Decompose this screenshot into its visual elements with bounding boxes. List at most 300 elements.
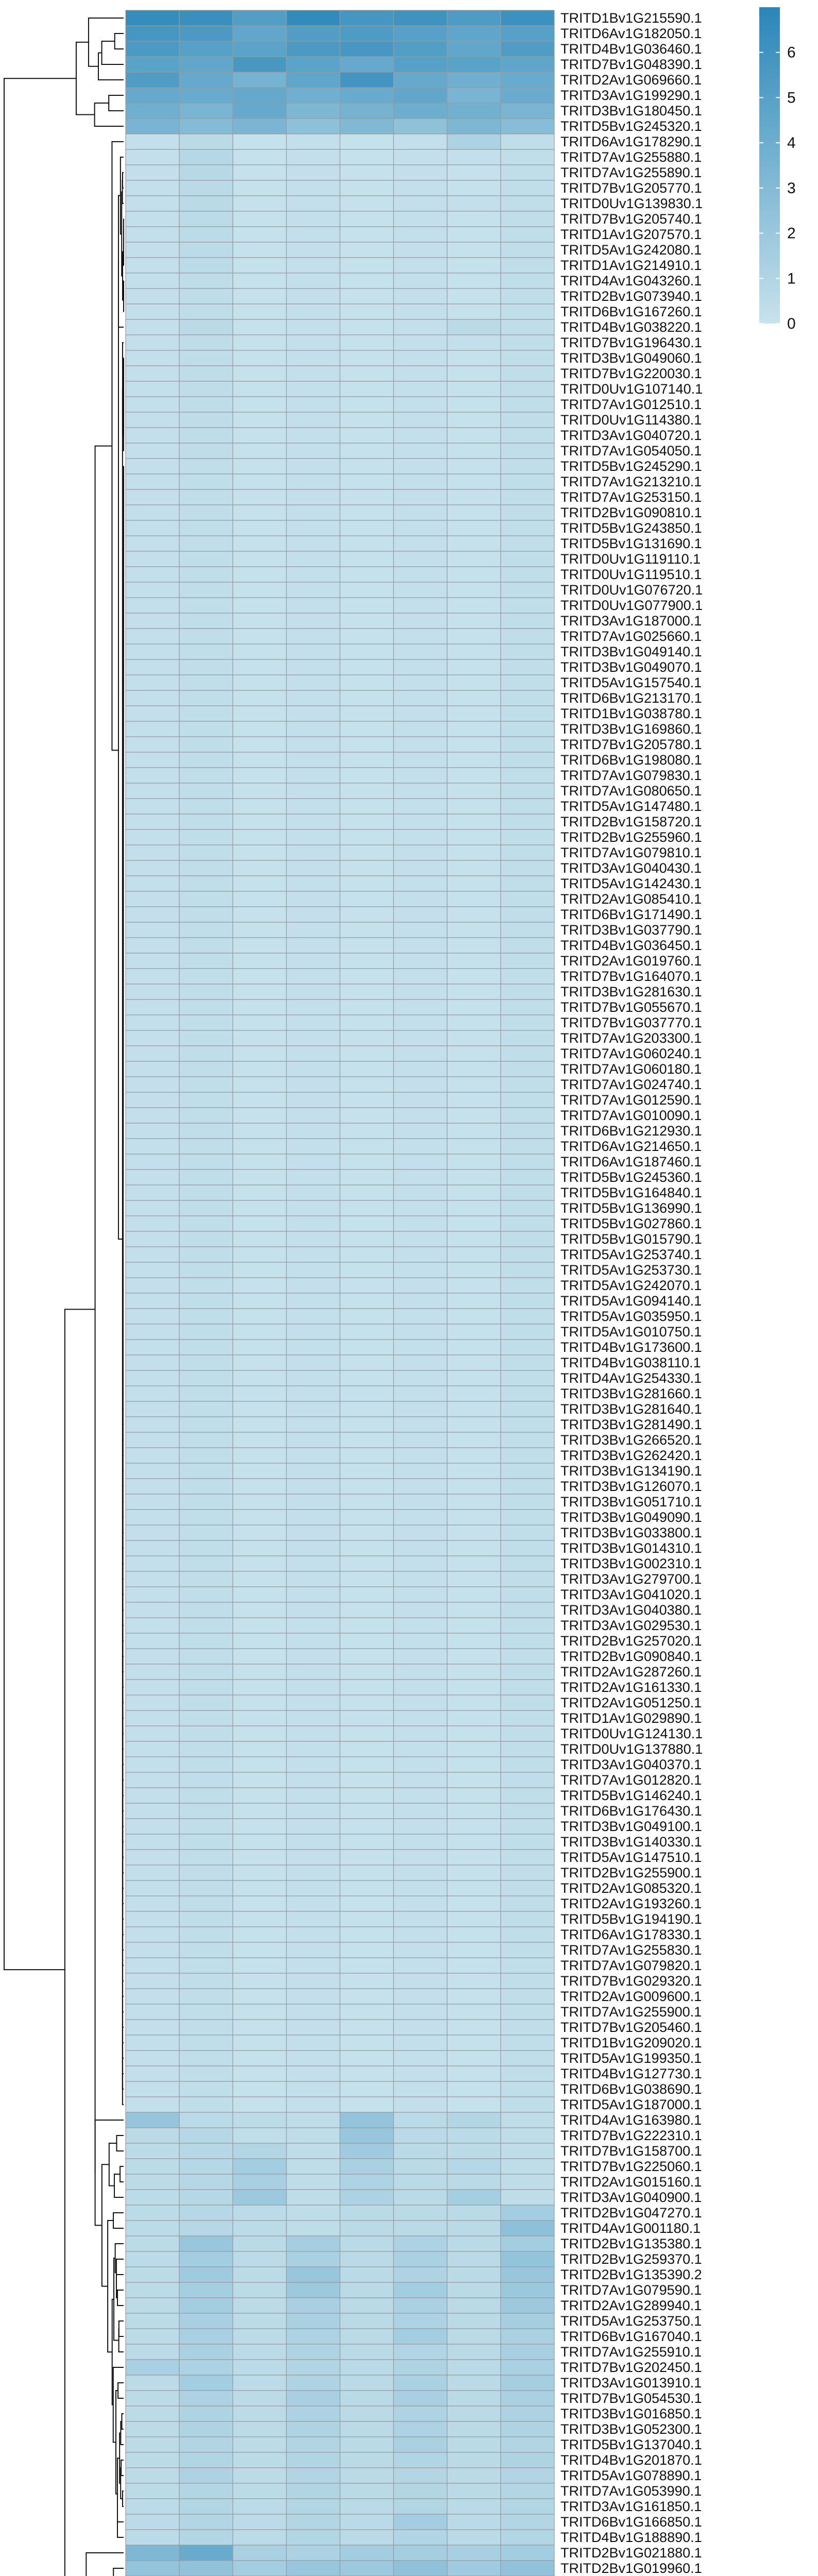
legend-tick-label: 4 bbox=[787, 134, 796, 152]
heatmap-cell bbox=[340, 1293, 394, 1309]
heatmap-cell bbox=[447, 1247, 501, 1262]
heatmap-cell bbox=[394, 1479, 447, 1494]
heatmap-cell bbox=[126, 1370, 179, 1386]
heatmap-cell bbox=[394, 1880, 447, 1896]
heatmap-cell bbox=[394, 629, 447, 644]
heatmap-cell bbox=[286, 1309, 340, 1324]
dendrogram-branch bbox=[116, 2136, 124, 2151]
heatmap-cell bbox=[233, 536, 286, 551]
heatmap-cell bbox=[501, 1077, 554, 1092]
heatmap-cell bbox=[340, 2313, 394, 2329]
row-label: TRITD7Bv1G205460.1 bbox=[560, 2020, 702, 2035]
heatmap-cell bbox=[233, 644, 286, 659]
row-label: TRITD6Bv1G167260.1 bbox=[560, 304, 702, 319]
dendrogram-branch bbox=[121, 2460, 124, 2476]
heatmap-cell bbox=[126, 1463, 179, 1479]
heatmap-cell bbox=[501, 1834, 554, 1850]
heatmap-cell bbox=[179, 1649, 233, 1664]
heatmap-cell bbox=[286, 551, 340, 567]
heatmap-cell bbox=[126, 1757, 179, 1772]
heatmap-cell bbox=[233, 613, 286, 629]
heatmap-cell bbox=[286, 999, 340, 1015]
heatmap-cell bbox=[447, 1772, 501, 1788]
heatmap-cell bbox=[126, 1386, 179, 1401]
heatmap-cell bbox=[501, 1108, 554, 1123]
row-label: TRITD7Bv1G220030.1 bbox=[560, 366, 702, 381]
heatmap-cell bbox=[233, 319, 286, 335]
row-label: TRITD5Av1G142430.1 bbox=[560, 876, 702, 891]
heatmap-cell bbox=[340, 2236, 394, 2251]
heatmap-cell bbox=[394, 2128, 447, 2143]
heatmap-cell bbox=[501, 149, 554, 165]
heatmap-cell bbox=[179, 2066, 233, 2081]
heatmap-cell bbox=[233, 1154, 286, 1170]
heatmap-cell bbox=[394, 381, 447, 397]
heatmap-cell bbox=[394, 1293, 447, 1309]
heatmap-cell bbox=[233, 953, 286, 969]
heatmap-cell bbox=[179, 1046, 233, 1061]
heatmap-cell bbox=[179, 1324, 233, 1340]
heatmap-cell bbox=[126, 1664, 179, 1680]
heatmap-cell bbox=[179, 953, 233, 969]
heatmap-cell bbox=[501, 1695, 554, 1710]
heatmap-cells bbox=[126, 10, 554, 2576]
heatmap-cell bbox=[286, 489, 340, 505]
heatmap-cell bbox=[447, 2437, 501, 2452]
heatmap-cell bbox=[286, 1479, 340, 1494]
heatmap-cell bbox=[286, 1803, 340, 1819]
heatmap-cell bbox=[501, 1911, 554, 1927]
heatmap-cell bbox=[233, 103, 286, 118]
heatmap-cell bbox=[394, 1618, 447, 1633]
row-label: TRITD7Bv1G196430.1 bbox=[560, 335, 702, 350]
heatmap-cell bbox=[233, 768, 286, 783]
heatmap-cell bbox=[179, 443, 233, 459]
heatmap-cell bbox=[340, 1850, 394, 1865]
heatmap-cell bbox=[501, 1448, 554, 1463]
heatmap-cell bbox=[394, 2097, 447, 2112]
row-label: TRITD7Av1G060240.1 bbox=[560, 1046, 702, 1061]
heatmap-cell bbox=[447, 1324, 501, 1340]
heatmap-cell bbox=[447, 1540, 501, 1556]
heatmap-cell bbox=[340, 304, 394, 319]
heatmap-cell bbox=[394, 1556, 447, 1571]
heatmap-cell bbox=[501, 629, 554, 644]
heatmap-cell bbox=[286, 1927, 340, 1942]
heatmap-cell bbox=[286, 1448, 340, 1463]
heatmap-cell bbox=[179, 2267, 233, 2282]
heatmap-cell bbox=[286, 1880, 340, 1896]
heatmap-cell bbox=[286, 2035, 340, 2050]
heatmap-cell bbox=[340, 2251, 394, 2267]
row-label: TRITD5Av1G253750.1 bbox=[560, 2313, 702, 2329]
heatmap-cell bbox=[394, 1324, 447, 1340]
row-label: TRITD4Av1G001180.1 bbox=[560, 2221, 701, 2236]
row-label: TRITD4Bv1G036460.1 bbox=[560, 41, 702, 57]
heatmap-cell bbox=[286, 2081, 340, 2097]
heatmap-cell bbox=[340, 1819, 394, 1834]
heatmap-cell bbox=[233, 2050, 286, 2066]
heatmap-cell bbox=[126, 10, 179, 26]
heatmap-cell bbox=[233, 2406, 286, 2421]
heatmap-cell bbox=[179, 629, 233, 644]
heatmap-cell bbox=[447, 953, 501, 969]
heatmap-cell bbox=[233, 1757, 286, 1772]
dendrogram-branch bbox=[114, 2174, 124, 2197]
heatmap-cell bbox=[126, 551, 179, 567]
heatmap-cell bbox=[501, 1649, 554, 1664]
heatmap-cell bbox=[394, 1726, 447, 1741]
heatmap-cell bbox=[501, 1788, 554, 1803]
heatmap-cell bbox=[501, 1525, 554, 1540]
heatmap-cell bbox=[501, 258, 554, 273]
heatmap-cell bbox=[286, 613, 340, 629]
heatmap-cell bbox=[501, 2267, 554, 2282]
heatmap-cell bbox=[394, 876, 447, 891]
heatmap-cell bbox=[394, 690, 447, 706]
heatmap-cell bbox=[286, 1571, 340, 1587]
heatmap-cell bbox=[394, 938, 447, 953]
heatmap-cell bbox=[447, 845, 501, 860]
heatmap-cell bbox=[179, 1015, 233, 1030]
heatmap-cell bbox=[394, 2221, 447, 2236]
heatmap-cell bbox=[447, 2375, 501, 2391]
heatmap-cell bbox=[394, 335, 447, 350]
heatmap-cell bbox=[394, 2375, 447, 2391]
row-label: TRITD3Bv1G049090.1 bbox=[560, 1510, 702, 1525]
heatmap-cell bbox=[501, 381, 554, 397]
heatmap-cell bbox=[126, 2190, 179, 2205]
heatmap-cell bbox=[286, 2561, 340, 2576]
heatmap-cell bbox=[394, 1417, 447, 1432]
heatmap-cell bbox=[447, 381, 501, 397]
heatmap-cell bbox=[179, 1896, 233, 1911]
heatmap-cell bbox=[447, 737, 501, 752]
heatmap-cell bbox=[179, 860, 233, 876]
heatmap-cell bbox=[340, 1355, 394, 1370]
heatmap-cell bbox=[447, 1030, 501, 1046]
heatmap-cell bbox=[233, 1834, 286, 1850]
heatmap-cell bbox=[286, 2360, 340, 2375]
heatmap-cell bbox=[501, 103, 554, 118]
heatmap-cell bbox=[126, 1278, 179, 1293]
heatmap-cell bbox=[126, 613, 179, 629]
heatmap-cell bbox=[179, 1571, 233, 1587]
heatmap-cell bbox=[501, 1510, 554, 1525]
heatmap-cell bbox=[447, 2360, 501, 2375]
heatmap-cell bbox=[340, 2221, 394, 2236]
heatmap-cell bbox=[394, 706, 447, 721]
heatmap-cell bbox=[340, 984, 394, 999]
heatmap-cell bbox=[286, 428, 340, 443]
heatmap-cell bbox=[501, 2236, 554, 2251]
row-label: TRITD5Av1G035950.1 bbox=[560, 1309, 702, 1324]
heatmap-cell bbox=[501, 26, 554, 41]
heatmap-cell bbox=[340, 706, 394, 721]
dendrogram-branch bbox=[120, 2166, 124, 2182]
heatmap-cell bbox=[126, 149, 179, 165]
heatmap-cell bbox=[233, 938, 286, 953]
heatmap-cell bbox=[286, 350, 340, 366]
heatmap-cell bbox=[233, 289, 286, 304]
heatmap-cell bbox=[179, 1262, 233, 1278]
heatmap-cell bbox=[501, 2066, 554, 2081]
heatmap-cell bbox=[340, 2282, 394, 2298]
heatmap-cell bbox=[286, 907, 340, 922]
heatmap-cell bbox=[447, 1077, 501, 1092]
row-label: TRITD2Bv1G255960.1 bbox=[560, 829, 702, 845]
heatmap-cell bbox=[233, 1772, 286, 1788]
heatmap-cell bbox=[126, 1077, 179, 1092]
heatmap-cell bbox=[340, 1633, 394, 1649]
dendrogram-branch bbox=[109, 2143, 117, 2186]
heatmap-cell bbox=[179, 1911, 233, 1927]
heatmap-cell bbox=[126, 1324, 179, 1340]
heatmap-cell bbox=[126, 737, 179, 752]
heatmap-cell bbox=[286, 2406, 340, 2421]
heatmap-cell bbox=[126, 2313, 179, 2329]
heatmap-cell bbox=[340, 721, 394, 737]
heatmap-cell bbox=[179, 1417, 233, 1432]
heatmap-cell bbox=[394, 242, 447, 258]
heatmap-cell bbox=[179, 520, 233, 536]
heatmap-cell bbox=[501, 242, 554, 258]
row-label: TRITD2Bv1G135390.2 bbox=[560, 2267, 702, 2282]
heatmap-cell bbox=[233, 2236, 286, 2251]
heatmap-cell bbox=[501, 1865, 554, 1880]
heatmap-cell bbox=[394, 1633, 447, 1649]
heatmap-cell bbox=[340, 907, 394, 922]
heatmap-cell bbox=[286, 783, 340, 799]
row-label: TRITD2Av1G069660.1 bbox=[560, 72, 702, 88]
row-label: TRITD5Bv1G245290.1 bbox=[560, 459, 702, 474]
row-label: TRITD4Bv1G038110.1 bbox=[560, 1355, 701, 1370]
row-label: TRITD5Av1G242070.1 bbox=[560, 1278, 702, 1293]
heatmap-cell bbox=[340, 2561, 394, 2576]
heatmap-cell bbox=[501, 876, 554, 891]
heatmap-cell bbox=[447, 2406, 501, 2421]
heatmap-cell bbox=[233, 1401, 286, 1417]
heatmap-cell bbox=[340, 196, 394, 211]
heatmap-cell bbox=[501, 350, 554, 366]
heatmap-cell bbox=[233, 88, 286, 103]
legend-tick-label: 5 bbox=[787, 89, 796, 107]
heatmap-cell bbox=[233, 118, 286, 134]
heatmap-cell bbox=[126, 2267, 179, 2282]
heatmap-cell bbox=[286, 1139, 340, 1154]
heatmap-cell bbox=[126, 1896, 179, 1911]
row-label: TRITD7Bv1G164070.1 bbox=[560, 969, 702, 984]
row-label: TRITD3Bv1G281640.1 bbox=[560, 1401, 702, 1417]
row-label: TRITD6Bv1G198080.1 bbox=[560, 752, 702, 768]
heatmap-cell bbox=[447, 1819, 501, 1834]
row-label: TRITD3Bv1G262420.1 bbox=[560, 1448, 702, 1463]
heatmap-cell bbox=[233, 1046, 286, 1061]
heatmap-cell bbox=[394, 41, 447, 57]
heatmap-cell bbox=[179, 829, 233, 845]
heatmap-cell bbox=[126, 1185, 179, 1200]
heatmap-cell bbox=[501, 273, 554, 289]
row-label: TRITD1Bv1G215590.1 bbox=[560, 10, 702, 26]
heatmap-cell bbox=[233, 474, 286, 489]
heatmap-cell bbox=[447, 1015, 501, 1030]
heatmap-cell bbox=[126, 242, 179, 258]
row-label: TRITD1Av1G207570.1 bbox=[560, 227, 702, 242]
heatmap-cell bbox=[179, 1247, 233, 1262]
heatmap-cell bbox=[286, 1911, 340, 1927]
heatmap-cell bbox=[394, 397, 447, 412]
heatmap-cell bbox=[233, 1463, 286, 1479]
heatmap-cell bbox=[126, 1772, 179, 1788]
dendrogram-branch bbox=[117, 2290, 124, 2306]
heatmap-cell bbox=[126, 2421, 179, 2437]
legend-tick-label: 2 bbox=[787, 225, 796, 242]
heatmap-cell bbox=[447, 2190, 501, 2205]
heatmap-cell bbox=[394, 1386, 447, 1401]
heatmap-cell bbox=[394, 845, 447, 860]
heatmap-cell bbox=[179, 1587, 233, 1602]
heatmap-cell bbox=[340, 149, 394, 165]
heatmap-cell bbox=[233, 242, 286, 258]
heatmap-cell bbox=[286, 2112, 340, 2128]
row-label: TRITD0Uv1G124130.1 bbox=[560, 1726, 703, 1741]
dendrogram-branch bbox=[113, 2367, 124, 2442]
heatmap-cell bbox=[340, 2421, 394, 2437]
heatmap-cell bbox=[179, 1448, 233, 1463]
heatmap-cell bbox=[394, 2205, 447, 2221]
heatmap-cell bbox=[126, 2066, 179, 2081]
heatmap-cell bbox=[501, 304, 554, 319]
heatmap-cell bbox=[126, 1726, 179, 1741]
dendrogram-branch bbox=[122, 2414, 124, 2429]
heatmap-cell bbox=[501, 582, 554, 598]
heatmap-cell bbox=[394, 1370, 447, 1386]
heatmap-cell bbox=[126, 103, 179, 118]
row-label: TRITD3Av1G040380.1 bbox=[560, 1602, 702, 1618]
heatmap-cell bbox=[394, 1139, 447, 1154]
row-label: TRITD3Av1G161850.1 bbox=[560, 2499, 702, 2514]
heatmap-cell bbox=[233, 227, 286, 242]
heatmap-cell bbox=[447, 1494, 501, 1510]
heatmap-cell bbox=[233, 969, 286, 984]
heatmap-cell bbox=[447, 891, 501, 907]
heatmap-cell bbox=[501, 1741, 554, 1757]
heatmap-cell bbox=[501, 1896, 554, 1911]
heatmap-cell bbox=[126, 2391, 179, 2406]
heatmap-cell bbox=[126, 1865, 179, 1880]
heatmap-cell bbox=[233, 1309, 286, 1324]
heatmap-cell bbox=[501, 1989, 554, 2004]
heatmap-cell bbox=[340, 2128, 394, 2143]
heatmap-cell bbox=[179, 1092, 233, 1108]
heatmap-cell bbox=[286, 1510, 340, 1525]
heatmap-cell bbox=[340, 2437, 394, 2452]
heatmap-cell bbox=[340, 2174, 394, 2190]
heatmap-cell bbox=[501, 2452, 554, 2468]
heatmap-cell bbox=[340, 1958, 394, 1973]
heatmap-cell bbox=[179, 1973, 233, 1989]
heatmap-cell bbox=[286, 1340, 340, 1355]
heatmap-cell bbox=[126, 1123, 179, 1139]
heatmap-cell bbox=[340, 737, 394, 752]
heatmap-cell bbox=[340, 1200, 394, 1216]
heatmap-cell bbox=[501, 227, 554, 242]
heatmap-cell bbox=[447, 969, 501, 984]
heatmap-cell bbox=[126, 2545, 179, 2561]
heatmap-cell bbox=[447, 783, 501, 799]
heatmap-cell bbox=[394, 1401, 447, 1417]
row-label: TRITD3Bv1G051710.1 bbox=[560, 1494, 702, 1510]
heatmap-cell bbox=[340, 2267, 394, 2282]
heatmap-cell bbox=[501, 1973, 554, 1989]
heatmap-cell bbox=[340, 165, 394, 180]
heatmap-cell bbox=[179, 227, 233, 242]
legend-tick-label: 6 bbox=[787, 44, 796, 61]
heatmap-cell bbox=[286, 2097, 340, 2112]
heatmap-cell bbox=[340, 1911, 394, 1927]
heatmap-cell bbox=[447, 768, 501, 783]
heatmap-cell bbox=[447, 2004, 501, 2020]
heatmap-cell bbox=[340, 397, 394, 412]
heatmap-cell bbox=[447, 2050, 501, 2066]
heatmap-cell bbox=[126, 536, 179, 551]
heatmap-cell bbox=[126, 2406, 179, 2421]
heatmap-cell bbox=[233, 366, 286, 381]
heatmap-cell bbox=[501, 2530, 554, 2545]
heatmap-cell bbox=[126, 2081, 179, 2097]
row-label: TRITD0Uv1G139830.1 bbox=[560, 196, 703, 211]
heatmap-cell bbox=[447, 1865, 501, 1880]
heatmap-cell bbox=[394, 551, 447, 567]
dendrogram-branch bbox=[119, 2321, 124, 2336]
heatmap-cell bbox=[447, 2081, 501, 2097]
heatmap-cell bbox=[501, 2406, 554, 2421]
heatmap-cell bbox=[394, 799, 447, 814]
heatmap-cell bbox=[340, 922, 394, 938]
heatmap-cell bbox=[447, 1757, 501, 1772]
heatmap-cell bbox=[233, 2251, 286, 2267]
heatmap-cell bbox=[286, 1185, 340, 1200]
heatmap-cell bbox=[447, 520, 501, 536]
heatmap-cell bbox=[340, 1077, 394, 1092]
heatmap-cell bbox=[233, 520, 286, 536]
heatmap-cell bbox=[126, 2143, 179, 2159]
heatmap-cell bbox=[340, 1123, 394, 1139]
heatmap-cell bbox=[179, 10, 233, 26]
heatmap-cell bbox=[501, 397, 554, 412]
heatmap-cell bbox=[447, 118, 501, 134]
heatmap-cell bbox=[447, 1309, 501, 1324]
heatmap-cell bbox=[126, 1247, 179, 1262]
legend-tick-label: 1 bbox=[787, 270, 796, 287]
heatmap-cell bbox=[501, 1092, 554, 1108]
heatmap-cell bbox=[126, 2499, 179, 2514]
heatmap-cell bbox=[126, 180, 179, 196]
heatmap-cell bbox=[447, 2066, 501, 2081]
heatmap-cell bbox=[233, 134, 286, 149]
heatmap-cell bbox=[340, 1463, 394, 1479]
heatmap-cell bbox=[501, 1680, 554, 1695]
heatmap-cell bbox=[286, 1370, 340, 1386]
heatmap-cell bbox=[233, 845, 286, 860]
row-label: TRITD2Av1G009600.1 bbox=[560, 1989, 702, 2004]
heatmap-cell bbox=[501, 428, 554, 443]
row-label: TRITD5Av1G187000.1 bbox=[560, 2097, 702, 2112]
heatmap-cell bbox=[501, 2344, 554, 2360]
row-label: TRITD5Bv1G131690.1 bbox=[560, 536, 702, 551]
heatmap-cell bbox=[126, 567, 179, 582]
heatmap-cell bbox=[447, 366, 501, 381]
